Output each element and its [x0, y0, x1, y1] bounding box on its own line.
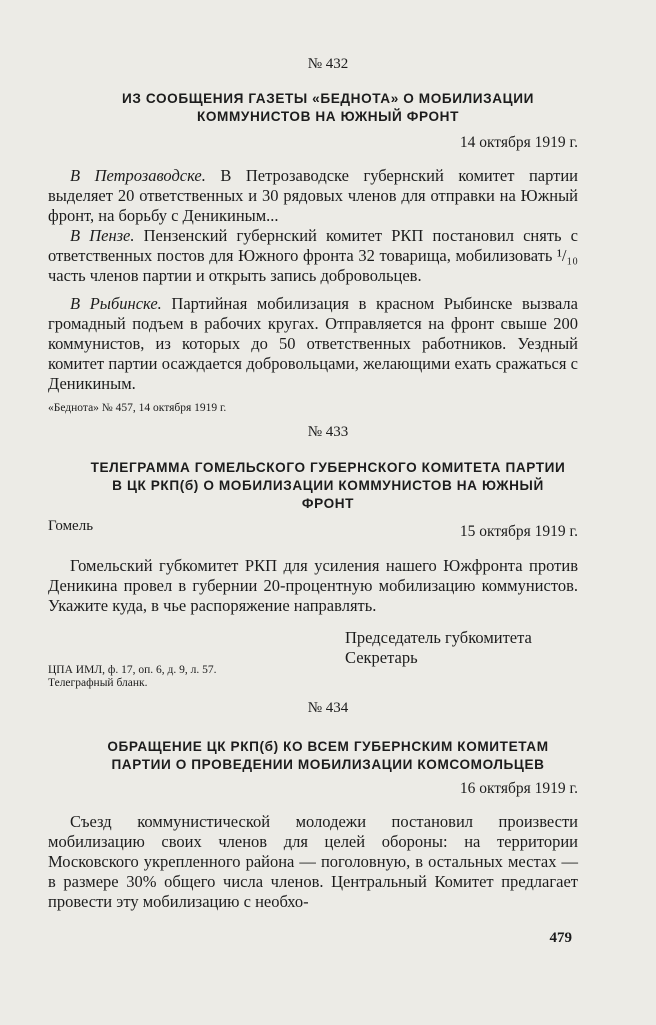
paragraph-petrozavodsk	[48, 166, 578, 226]
title-line: ИЗ СООБЩЕНИЯ ГАЗЕТЫ «БЕДНОТА» О МОБИЛИЗАЦИИ	[122, 91, 534, 106]
signature-secretary: Секретарь	[345, 648, 418, 667]
paragraph-text: Пензенский губернский комитет РКП постановил снять с ответственных постов для Южного фронта 32 товарища, мобилизовать ¹/₁₀ часть членов партии и открыть запись добровольцев.	[48, 226, 579, 285]
doc-title-433	[60, 459, 596, 513]
paragraph-penza	[48, 226, 578, 286]
page-number: 479	[549, 930, 572, 946]
paragraph-text: Партийная мобилизация в красном Рыбинске вызвала громадный подъем в рабочих кругах. Отправляется на фронт свыше 200 коммунистов, из которых до 50 ответственных работников. Уездный комитет партии осаждается добровольцами, желающими ехать сражаться с Деникиным.	[48, 294, 578, 393]
paragraph-text: В Петрозаводске губернский комитет партии выделяет 20 ответственных и 30 рядовых членов для отправки на Южный фронт, на борьбу с Деникиным...	[48, 166, 579, 225]
source-note-433	[48, 664, 216, 690]
paragraph-komsomol: Съезд коммунистической молодежи постановил произвести мобилизацию своих членов для целей обороны: на территории Московского укрепленного района — поголовную, в остальных местах — в размере 30% общего числа членов. Центральный Комитет предлагает провести эту мобилизацию с необхо-	[48, 812, 578, 911]
paragraph-gomel: Гомельский губкомитет РКП для усиления нашего Южфронта против Деникина провел в губернии 20-процентную мобилизацию коммунистов. Укажите куда, в чье распоряжение направлять.	[48, 556, 578, 615]
place-lead: В Петрозаводске.	[70, 166, 206, 185]
doc-date-433: 15 октября 1919 г.	[459, 523, 578, 540]
title-line: КОММУНИСТОВ НА ЮЖНЫЙ ФРОНТ	[196, 109, 459, 124]
signature-chairman: Председатель губкомитета	[345, 628, 532, 647]
signature-block	[345, 628, 532, 668]
doc-number-433: № 433	[307, 424, 349, 440]
doc-number-432: № 432	[307, 56, 349, 72]
title-line: ТЕЛЕГРАММА ГОМЕЛЬСКОГО ГУБЕРНСКОГО КОМИТЕТА ПАРТИИ	[90, 460, 566, 475]
doc-number-434: № 434	[307, 700, 349, 716]
place-lead: В Рыбинске.	[70, 294, 162, 313]
doc-title-434	[60, 738, 596, 774]
doc-title-432	[60, 90, 596, 126]
doc-date-432: 14 октября 1919 г.	[459, 134, 578, 151]
title-line: В ЦК РКП(б) О МОБИЛИЗАЦИИ КОММУНИСТОВ НА ЮЖНЫЙ	[112, 478, 544, 493]
paragraph-rybinsk	[48, 294, 578, 394]
title-line: ПАРТИИ О ПРОВЕДЕНИИ МОБИЛИЗАЦИИ КОМСОМОЛЬЦЕВ	[111, 757, 545, 772]
doc-date-434: 16 октября 1919 г.	[459, 780, 578, 797]
title-line: ОБРАЩЕНИЕ ЦК РКП(б) КО ВСЕМ ГУБЕРНСКИМ КОМИТЕТАМ	[107, 739, 549, 754]
place-lead: В Пензе.	[70, 226, 135, 245]
doc-place-433: Гомель	[48, 518, 94, 534]
title-line: ФРОНТ	[301, 496, 355, 511]
archive-reference: ЦПА ИМЛ, ф. 17, оп. 6, д. 9, л. 57.	[48, 664, 217, 676]
source-note-432: «Беднота» № 457, 14 октября 1919 г.	[48, 402, 227, 414]
source-type: Телеграфный бланк.	[48, 677, 148, 689]
